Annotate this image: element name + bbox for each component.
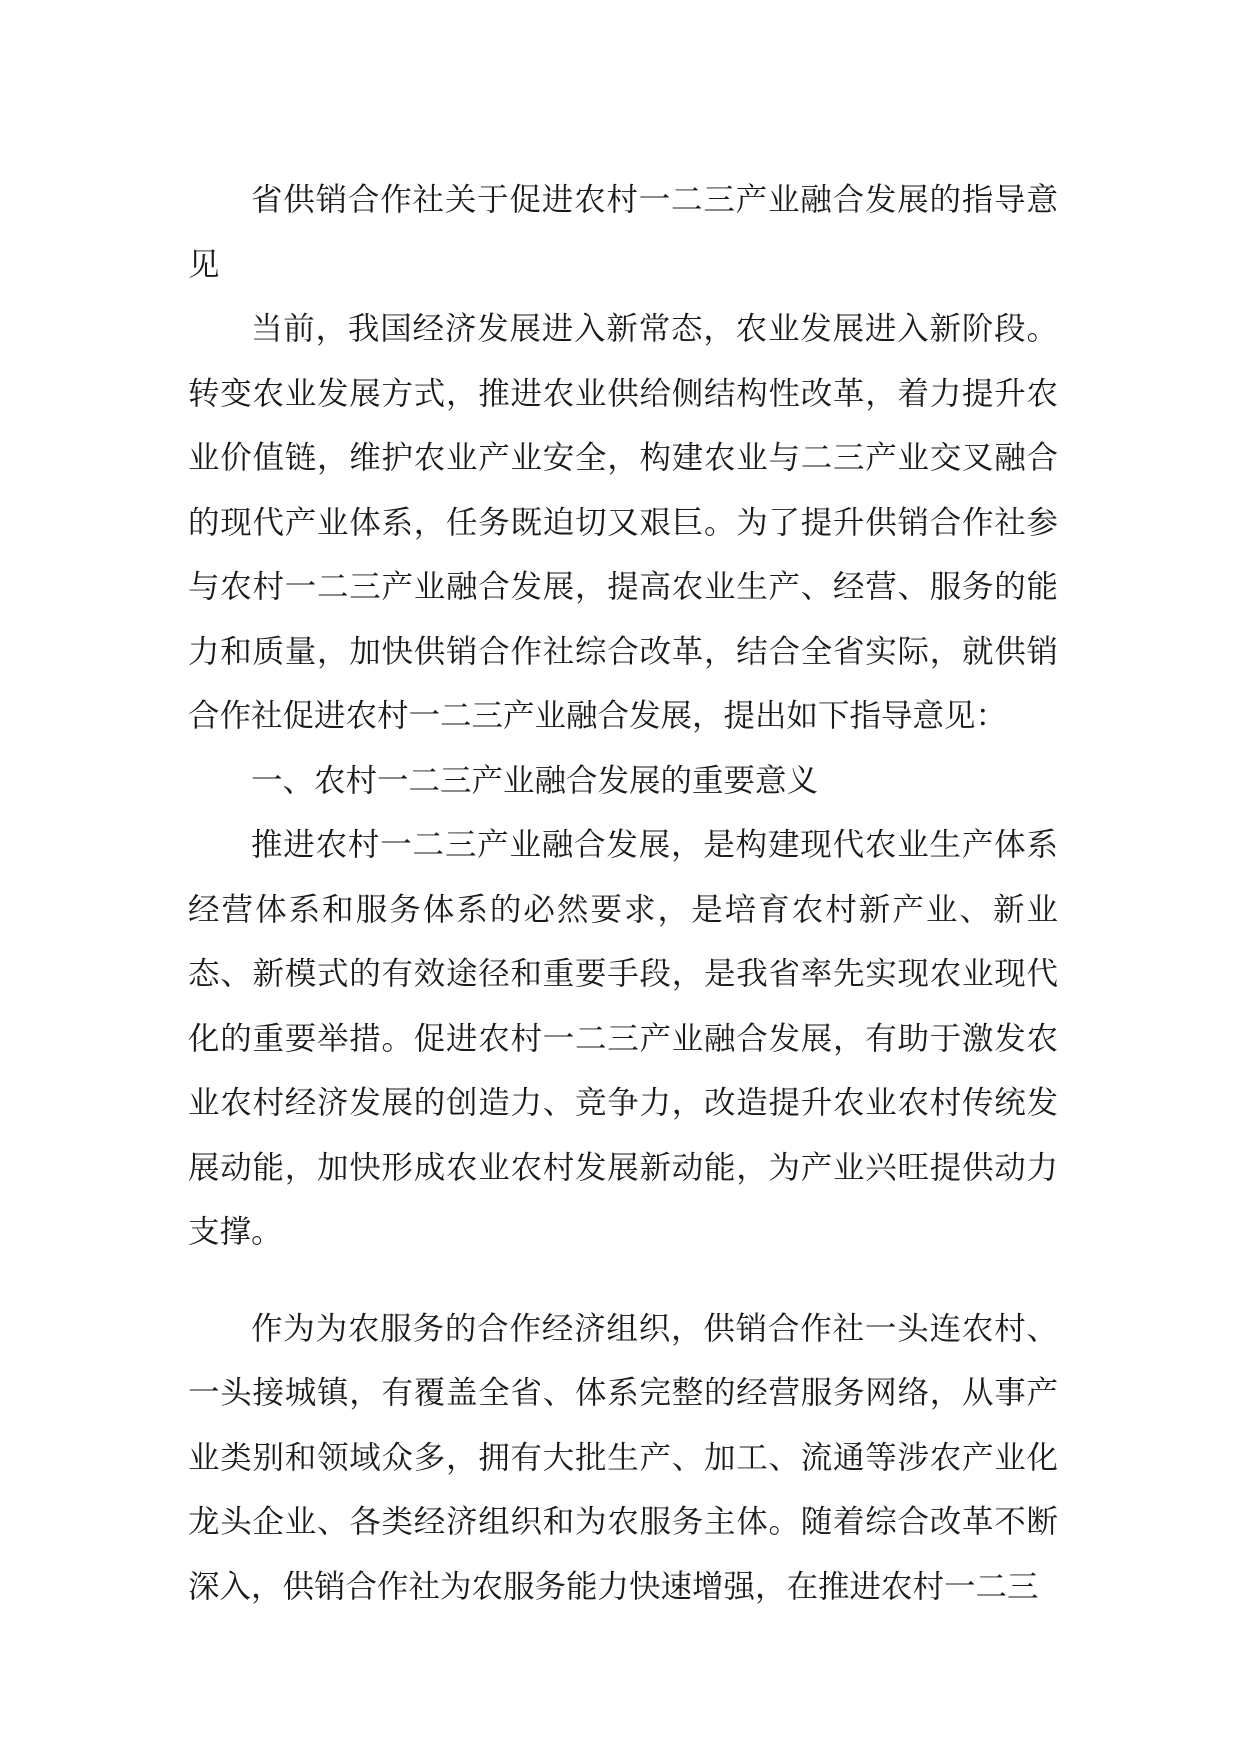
document-title: 省供销合作社关于促进农村一二三产业融合发展的指导意见 [188, 182, 1058, 283]
paragraph-intro: 当前，我国经济发展进入新常态，农业发展进入新阶段。转变农业发展方式，推进农业供给侧结构性改革，着力提升农业价值链，维护农业产业安全，构建农业与二三产业交叉融合的现代产业体系，任务既迫切又艰巨。为了提升供销合作社参与农村一二三产业融合发展，提高农业生产、经营、服务的能力和质量，加快供销合作社综合改革，结合全省实际，就供销合作社促进农村一二三产业融合发展，提出如下指导意见： [188, 311, 1058, 734]
paragraph-cooperative-role: 作为为农服务的合作经济组织，供销合作社一头连农村、一头接城镇，有覆盖全省、体系完整的经营服务网络，从事产业类别和领域众多，拥有大批生产、加工、流通等涉农产业化龙头企业、各类经济组织和为农服务主体。随着综合改革不断深入，供销合作社为农服务能力快速增强，在推进农村一二三 [188, 1310, 1058, 1605]
document-body [188, 168, 1058, 1619]
section-heading-1: 一、农村一二三产业融合发展的重要意义 [251, 762, 819, 799]
paragraph-significance: 推进农村一二三产业融合发展，是构建现代农业生产体系经营体系和服务体系的必然要求，是培育农村新产业、新业态、新模式的有效途径和重要手段，是我省率先实现农业现代化的重要举措。促进农村一二三产业融合发展，有助于激发农业农村经济发展的创造力、竞争力，改造提升农业农村传统发展动能，加快形成农业农村发展新动能，为产业兴旺提供动力支撑。 [188, 827, 1058, 1250]
